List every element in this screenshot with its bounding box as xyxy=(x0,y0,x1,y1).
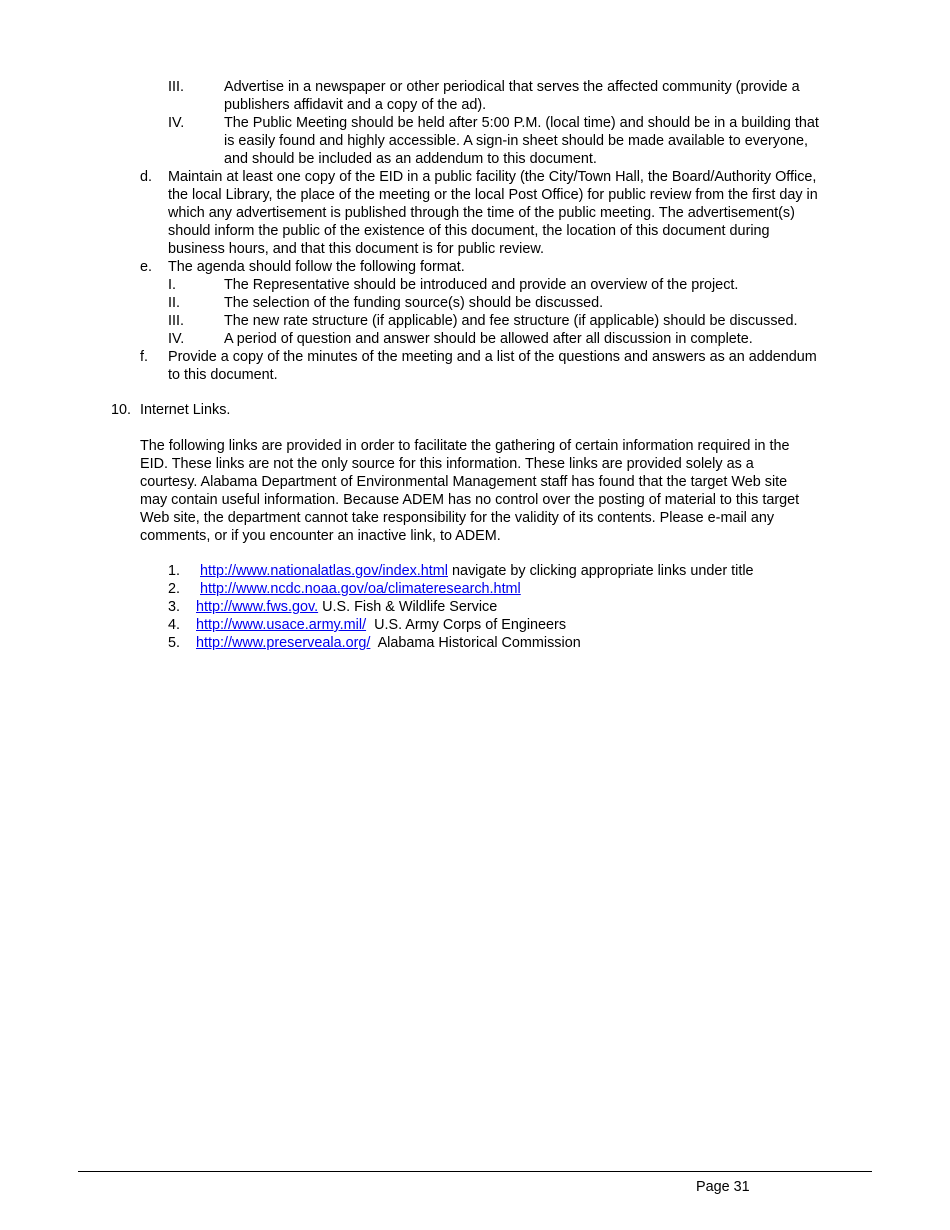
body-text: to this document. xyxy=(168,367,278,383)
link-list-item xyxy=(168,634,180,652)
page-number: Page 31 xyxy=(696,1179,750,1195)
body-text: is easily found and highly accessible. A sign-in sheet should be made available to everyone, xyxy=(224,133,808,149)
body-text: A period of question and answer should be allowed after all discussion in complete. xyxy=(224,331,753,347)
body-text: The agenda should follow the following format. xyxy=(168,259,465,275)
link-fws[interactable]: http://www.fws.gov. xyxy=(196,599,319,615)
body-text: the local Library, the place of the meeting or the local Post Office) for public review from the first day in xyxy=(168,187,818,203)
link-description: U.S. Fish & Wildlife Service xyxy=(318,599,498,615)
section-number: 10. xyxy=(111,402,132,418)
body-text: Provide a copy of the minutes of the meeting and a list of the questions and answers as an addendum xyxy=(168,349,817,365)
link-list-item-content xyxy=(196,634,581,652)
body-text: publishers affidavit and a copy of the ad). xyxy=(224,97,487,113)
body-text: should inform the public of the existence of this document, the location of this document during xyxy=(168,223,770,239)
link-list-item-content xyxy=(196,616,566,634)
link-preserveala[interactable]: http://www.preserveala.org/ xyxy=(196,635,371,651)
body-text: The selection of the funding source(s) should be discussed. xyxy=(224,295,604,311)
link-list-item-content xyxy=(200,562,754,580)
list-number: 2. xyxy=(168,581,181,597)
link-description: Alabama Historical Commission xyxy=(370,635,581,651)
link-nationalatlas[interactable]: http://www.nationalatlas.gov/index.html xyxy=(200,563,448,579)
paragraph-line: courtesy. Alabama Department of Environmental Management staff has found that the target Web site xyxy=(140,474,788,490)
paragraph-line: The following links are provided in order to facilitate the gathering of certain information required in the xyxy=(140,438,790,454)
link-list-item-content xyxy=(196,598,497,616)
paragraph-line: may contain useful information. Because ADEM has no control over the posting of material to this target xyxy=(140,492,800,508)
roman-numeral: III. xyxy=(168,79,184,95)
roman-numeral: IV. xyxy=(168,331,185,347)
item-label-f: f. xyxy=(140,349,148,365)
list-number: 5. xyxy=(168,635,181,651)
section-title: Internet Links. xyxy=(140,402,231,418)
body-text: Advertise in a newspaper or other periodical that serves the affected community (provide a xyxy=(224,79,800,95)
link-ncdc-noaa[interactable]: http://www.ncdc.noaa.gov/oa/climateresearch.html xyxy=(200,581,521,597)
item-label-e: e. xyxy=(140,259,153,275)
paragraph-line: EID. These links are not the only source for this information. These links are provided solely as a xyxy=(140,456,754,472)
roman-numeral: III. xyxy=(168,313,184,329)
list-number: 1. xyxy=(168,563,181,579)
body-text: which any advertisement is published through the time of the public meeting. The advertisement(s) xyxy=(168,205,795,221)
list-number: 4. xyxy=(168,617,181,633)
body-text: The Representative should be introduced and provide an overview of the project. xyxy=(224,277,739,293)
body-text: business hours, and that this document is for public review. xyxy=(168,241,544,257)
body-text: The Public Meeting should be held after 5:00 P.M. (local time) and should be in a building that xyxy=(224,115,819,131)
link-usace[interactable]: http://www.usace.army.mil/ xyxy=(196,617,367,633)
body-text: and should be included as an addendum to this document. xyxy=(224,151,597,167)
item-label-d: d. xyxy=(140,169,153,185)
link-list-item xyxy=(168,616,180,634)
roman-numeral: II. xyxy=(168,295,180,311)
link-list-item xyxy=(168,598,180,616)
link-list-item xyxy=(168,580,180,598)
body-text: Maintain at least one copy of the EID in a public facility (the City/Town Hall, the Board/Authority Office, xyxy=(168,169,817,185)
roman-numeral: I. xyxy=(168,277,176,293)
link-list-item-content xyxy=(200,580,521,598)
link-description: navigate by clicking appropriate links under title xyxy=(447,563,754,579)
paragraph-line: comments, or if you encounter an inactive link, to ADEM. xyxy=(140,528,501,544)
paragraph-line: Web site, the department cannot take responsibility for the validity of its contents. Please e-mail any xyxy=(140,510,775,526)
link-description: U.S. Army Corps of Engineers xyxy=(366,617,567,633)
list-number: 3. xyxy=(168,599,181,615)
footer-divider xyxy=(78,1171,872,1172)
body-text: The new rate structure (if applicable) and fee structure (if applicable) should be discussed. xyxy=(224,313,798,329)
link-list-item xyxy=(168,562,180,580)
roman-numeral: IV. xyxy=(168,115,185,131)
